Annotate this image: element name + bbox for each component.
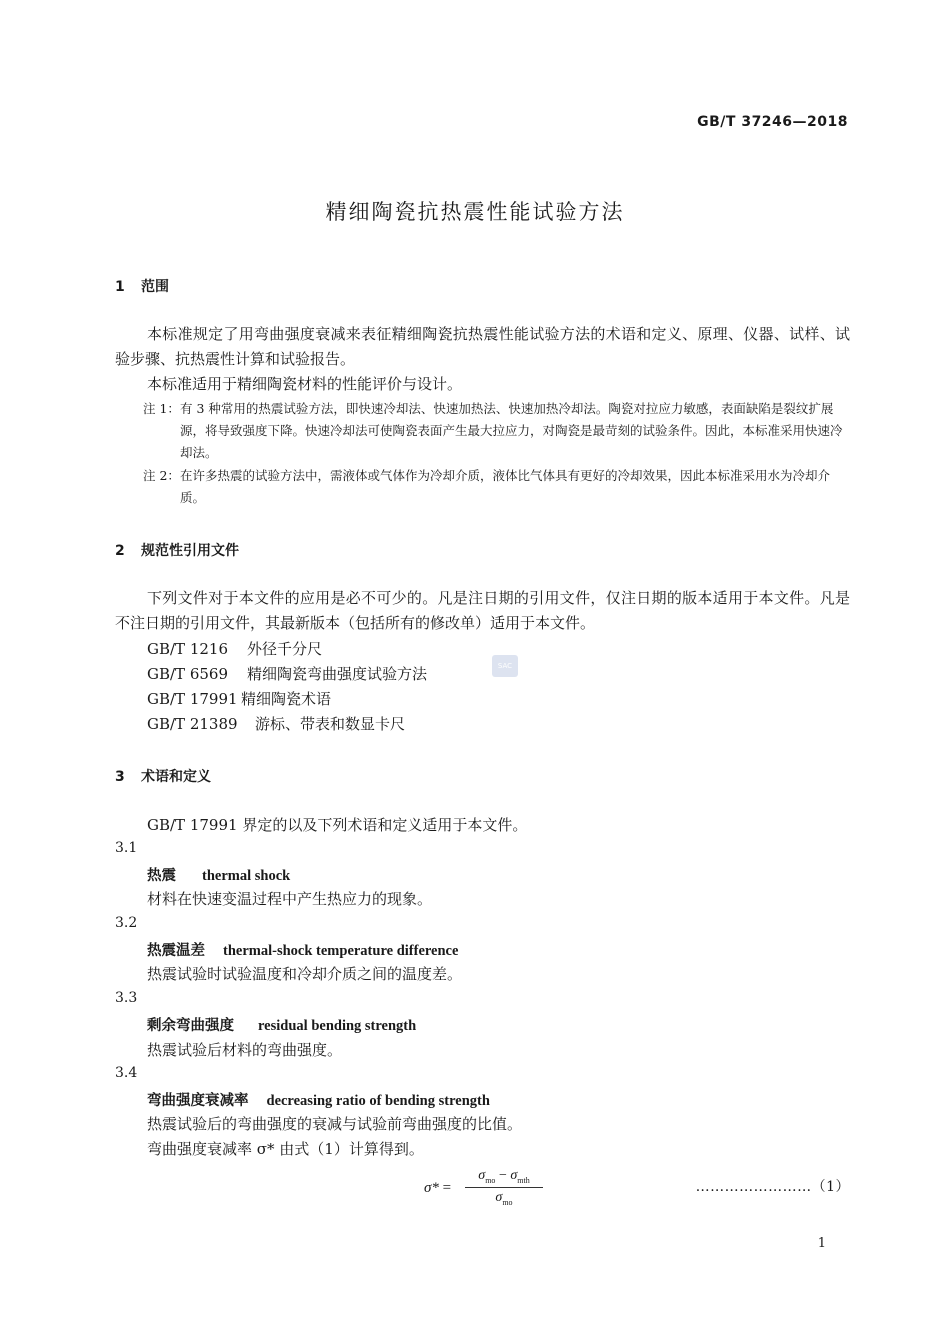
term-heading: [147, 1014, 416, 1035]
note-label: 注 1：: [143, 401, 180, 416]
section-1-paragraph-1: 本标准规定了用弯曲强度衰减来表征精细陶瓷抗热震性能试验方法的术语和定义、原理、仪器、试样、试验步骤、抗热震性计算和试验报告。: [115, 325, 850, 368]
term-heading: [147, 939, 458, 960]
equation-number: ……………………（1）: [695, 1179, 850, 1195]
term-number: 3.1: [115, 840, 138, 856]
section-1-heading: [115, 276, 169, 296]
note-text: 有 3 种常用的热震试验方法，即快速冷却法、快速加热法、快速加热冷却法。陶瓷对拉应力敏感，表面缺陷是裂纹扩展源，将导致强度下降。快速冷却法可使陶瓷表面产生最大拉应力，对陶瓷是最苛刻的试验条件。因此，本标准采用快速冷却法。: [180, 401, 843, 460]
term-english: thermal-shock temperature difference: [223, 943, 459, 959]
term-number: 3.2: [115, 915, 138, 931]
formula-denominator: $\sigma_{mo}$: [495, 1189, 513, 1207]
note-text: 在许多热震的试验方法中，需液体或气体作为冷却介质，液体比气体具有更好的冷却效果，因此本标准采用水为冷却介质。: [180, 468, 831, 505]
term-definition: 热震试验后材料的弯曲强度。: [147, 1041, 343, 1059]
section-3-heading: [115, 766, 211, 786]
reference-name: 精细陶瓷术语: [241, 690, 332, 708]
sac-watermark-logo: SAC: [492, 655, 518, 677]
reference-item: [147, 663, 427, 684]
fraction-bar: [465, 1187, 543, 1188]
document-title: 精细陶瓷抗热震性能试验方法: [325, 200, 625, 224]
page-number: 1: [817, 1236, 826, 1251]
formula-lhs: σ* =: [424, 1180, 452, 1196]
section-3-intro: GB/T 17991 界定的以及下列术语和定义适用于本文件。: [147, 816, 528, 834]
term-english: decreasing ratio of bending strength: [266, 1093, 490, 1109]
term-definition: 热震试验时试验温度和冷却介质之间的温度差。: [147, 965, 463, 983]
note-1: [143, 398, 850, 464]
term-definition: 材料在快速变温过程中产生热应力的现象。: [147, 890, 433, 908]
term-chinese: 剩余弯曲强度: [147, 1018, 234, 1034]
reference-name: 游标、带表和数显卡尺: [255, 715, 406, 733]
section-2-paragraph: 下列文件对于本文件的应用是必不可少的。凡是注日期的引用文件，仅注日期的版本适用于本文件。凡是不注日期的引用文件，其最新版本（包括所有的修改单）适用于本文件。: [115, 589, 850, 632]
note-2: [143, 465, 850, 509]
section-number: 3: [115, 769, 125, 785]
term-english: residual bending strength: [258, 1018, 417, 1034]
reference-code: GB/T 6569: [147, 665, 229, 683]
note-label: 注 2：: [143, 468, 180, 483]
section-2-heading: [115, 540, 239, 560]
formula-numerator: $\sigma_{mo} - \sigma_{mth}$: [478, 1168, 530, 1185]
term-chinese: 热震温差: [147, 943, 205, 959]
term-heading: [147, 864, 290, 885]
reference-item: [147, 713, 405, 734]
term-heading: [147, 1089, 490, 1110]
reference-item: [147, 688, 331, 709]
reference-item: [147, 638, 322, 659]
reference-name: 精细陶瓷弯曲强度试验方法: [247, 665, 428, 683]
term-chinese: 弯曲强度衰减率: [147, 1093, 249, 1109]
section-title: 规范性引用文件: [141, 543, 239, 559]
term-number: 3.4: [115, 1065, 138, 1081]
reference-code: GB/T 1216: [147, 640, 229, 658]
standard-code: GB/T 37246—2018: [697, 114, 848, 130]
section-title: 术语和定义: [141, 769, 211, 785]
term-english: thermal shock: [202, 868, 291, 884]
section-1-paragraph-2: 本标准适用于精细陶瓷材料的性能评价与设计。: [147, 375, 463, 393]
section-number: 1: [115, 279, 125, 295]
term-chinese: 热震: [147, 868, 176, 884]
reference-name: 外径千分尺: [247, 640, 323, 658]
reference-code: GB/T 21389: [147, 715, 238, 733]
section-number: 2: [115, 543, 125, 559]
reference-code: GB/T 17991: [147, 690, 238, 708]
term-definition: 热震试验后的弯曲强度的衰减与试验前弯曲强度的比值。: [147, 1115, 523, 1133]
formula-fraction: [465, 1168, 543, 1207]
formula-1: [420, 1168, 600, 1212]
term-number: 3.3: [115, 990, 138, 1006]
section-title: 范围: [141, 279, 169, 295]
formula-reference-text: 弯曲强度衰减率 σ* 由式（1）计算得到。: [147, 1140, 424, 1158]
